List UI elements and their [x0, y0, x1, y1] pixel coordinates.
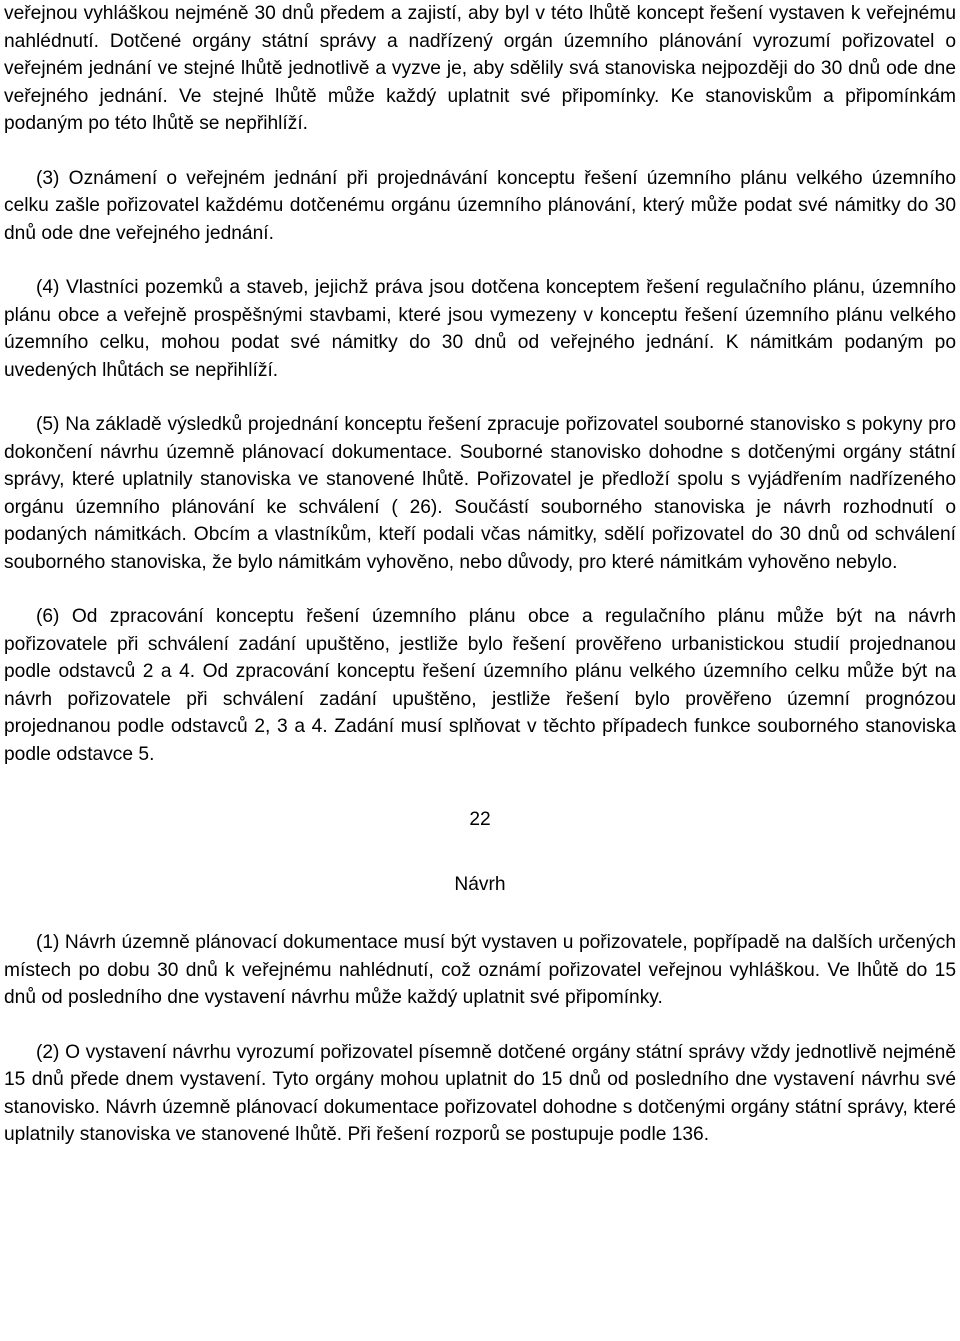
paragraph-3: (3) Oznámení o veřejném jednání při projednávání konceptu řešení územního plánu velkého územního celku zašle pořizovatel každému dotčenému orgánu územního plánování, který může podat své námitky do 30 dnů ode dne veřejného jednání. — [4, 167, 956, 244]
section-title: Návrh — [454, 873, 506, 895]
paragraph-5: (5) Na základě výsledků projednání konceptu řešení zpracuje pořizovatel souborné stanovisko s pokyny pro dokončení návrhu územně plánovací dokumentace. Souborné stanovisko dohodne s dotčenými orgány státní správy, které uplatnily stanoviska ve stanovené lhůtě. Pořizovatel je předloží spolu s vyjádřením nadřízeného orgánu územního plánování ke schválení ( 26). Součástí souborného stanoviska je návrh rozhodnutí o podaných námitkách. Obcím a vlastníkům, kteří podali včas námitky, sdělí pořizovatel do 30 dnů od schválení souborného stanoviska, že bylo námitkám vyhověno, nebo důvody, pro které námitkám vyhověno nebylo. — [4, 414, 956, 573]
section-22-paragraph-2: (2) O vystavení návrhu vyrozumí pořizovatel písemně dotčené orgány státní správy vždy jednotlivě nejméně 15 dnů přede dnem vystavení. Tyto orgány mohou uplatnit do 15 dnů od posledního dne vystavení návrhu své stanovisko. Návrh územně plánovací dokumentace pořizovatel dohodne s dotčenými orgány státní správy, které uplatnily stanoviska ve stanovené lhůtě. Při řešení rozporů se postupuje podle 136. — [4, 1041, 956, 1145]
paragraph-intro: veřejnou vyhláškou nejméně 30 dnů předem a zajistí, aby byl v této lhůtě koncept řešení vystaven k veřejnému nahlédnutí. Dotčené orgány státní správy a nadřízený orgán územního plánování vyrozumí pořizovatel o veřejném jednání ve stejné lhůtě jednotlivě a vyzve je, aby sdělily svá stanoviska nejpozději do 30 dnů ode dne veřejného jednání. Ve stejné lhůtě může každý uplatnit své připomínky. Ke stanoviskům a připomínkám podaným po této lhůtě se nepřihlíží. — [4, 3, 956, 134]
paragraph-4: (4) Vlastníci pozemků a staveb, jejichž práva jsou dotčena konceptem řešení regulačního plánu, územního plánu obce a veřejně prospěšnými stavbami, které jsou vymezeny v konceptu řešení územního plánu velkého územního celku, mohou podat své námitky do 30 dnů od veřejného jednání. K námitkám podaným po uvedených lhůtách se nepřihlíží. — [4, 277, 956, 381]
section-number: 22 — [469, 809, 491, 830]
paragraph-6: (6) Od zpracování konceptu řešení územního plánu obce a regulačního plánu může být na návrh pořizovatele při schválení zadání upuštěno, jestliže bylo řešení prověřeno urbanistickou studií projednanou podle odstavců 2 a 4. Od zpracování konceptu řešení územního plánu velkého územního celku může být na návrh pořizovatele při schválení zadání upuštěno, jestliže řešení bylo prověřeno územní prognózou projednanou podle odstavců 2, 3 a 4. Zadání musí splňovat v těchto případech funkce souborného stanoviska podle odstavce 5. — [4, 606, 956, 765]
section-22-paragraph-1: (1) Návrh územně plánovací dokumentace musí být vystaven u pořizovatele, popřípadě na dalších určených místech po dobu 30 dnů k veřejnému nahlédnutí, což oznámí pořizovatel veřejnou vyhláškou. Ve lhůtě do 15 dnů od posledního dne vystavení návrhu může každý uplatnit své připomínky. — [4, 932, 956, 1008]
